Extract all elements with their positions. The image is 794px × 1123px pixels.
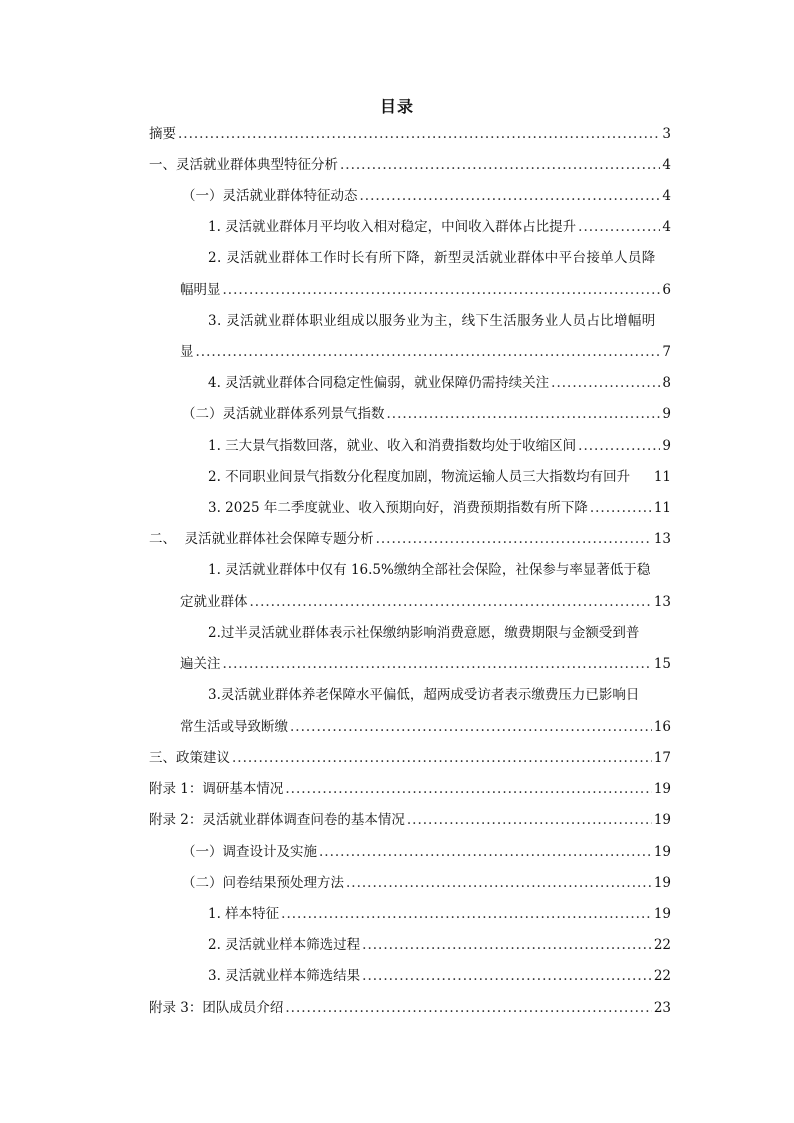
toc-entry-page: 4 [662,219,671,235]
toc-entry[interactable] [182,187,671,205]
toc-entry-page: 23 [653,1000,671,1016]
toc-entry[interactable] [182,874,671,892]
toc-entry-page: 19 [653,844,671,860]
toc-entry-text: 附录 2：灵活就业群体调查问卷的基本情况 [149,812,405,828]
toc-leader-dots [281,905,652,923]
toc-entry[interactable] [149,530,671,548]
toc-entry[interactable] [208,218,671,236]
toc-entry[interactable] [149,780,671,798]
toc-entry-page: 7 [662,344,671,360]
toc-leader-dots [362,936,652,954]
toc-entry-text: 三、政策建议 [149,750,230,766]
toc-entry-page: 19 [653,781,671,797]
toc-entry-page: 4 [662,157,671,173]
toc-leader-dots [360,187,661,205]
toc-leader-dots [196,343,661,361]
toc-leader-dots [387,405,661,423]
toc-entry[interactable] [208,905,671,923]
toc-entry[interactable] [208,967,671,985]
toc-entry-text: 3. 2025 年二季度就业、收入预期向好，消费预期指数有所下降 [208,500,588,516]
toc-entry-page: 11 [653,500,671,516]
toc-entry-page: 17 [653,750,671,766]
toc-entry-text: （一）调查设计及实施 [182,844,317,860]
toc-leader-dots [290,718,652,736]
toc-entry-text: （二）灵活就业群体系列景气指数 [182,406,385,422]
toc-entry[interactable] [208,374,671,392]
toc-leader-dots [578,218,660,236]
toc-entry[interactable] [149,749,671,767]
toc-entry-text: 3. 灵活就业样本筛选结果 [208,968,361,984]
toc-entry-page: 3 [662,126,671,142]
toc-entry-page: 15 [653,656,671,672]
toc-entry[interactable] [208,499,671,517]
toc-leader-dots [590,499,652,517]
toc-leader-dots [250,593,652,611]
toc-entry[interactable] [149,156,671,174]
toc-entry-page: 6 [662,282,671,298]
toc-entry-first-line[interactable]: 3. 灵活就业群体职业组成以服务业为主，线下生活服务业人员占比增幅明 [208,313,656,329]
toc-leader-dots [376,530,652,548]
toc-leader-dots [178,125,660,143]
toc-entry[interactable] [180,343,671,361]
toc-entry-text: 常生活或导致断缴 [180,719,288,735]
toc-leader-dots [285,780,651,798]
toc-entry[interactable] [180,655,671,673]
toc-entry-page: 22 [653,968,671,984]
toc-entry-page: 19 [653,812,671,828]
toc-entry-text: 遍关注 [180,656,221,672]
toc-entry[interactable] [182,843,671,861]
toc-leader-dots [223,655,652,673]
toc-entry-page: 13 [653,594,671,610]
toc-leader-dots [578,437,660,455]
toc-entry-page: 19 [653,906,671,922]
toc-entry-text: 2. 灵活就业样本筛选过程 [208,937,361,953]
toc-entry-text: 2. 不同职业间景气指数分化程度加剧，物流运输人员三大指数均有回升 [208,469,631,485]
toc-entry-page: 9 [662,406,671,422]
toc-entry-page: 16 [653,719,671,735]
toc-leader-dots [346,874,652,892]
toc-entry[interactable] [208,468,671,486]
toc-entry-text: 1. 样本特征 [208,906,280,922]
toc-entry-page: 13 [653,531,671,547]
toc-entry[interactable] [149,999,671,1017]
toc-leader-dots [551,374,660,392]
toc-entry[interactable] [180,281,671,299]
toc-entry[interactable] [180,593,671,611]
toc-leader-dots [407,811,652,829]
toc-entry-page: 11 [653,469,671,485]
toc-entry-first-line[interactable]: 3.灵活就业群体养老保障水平偏低，超两成受访者表示缴费压力已影响日 [208,687,640,703]
toc-entry-page: 19 [653,875,671,891]
toc-entry-text: 一、灵活就业群体典型特征分析 [149,157,338,173]
toc-entry-text: 幅明显 [180,282,221,298]
toc-title: 目录 [379,97,414,116]
toc-entry-first-line[interactable]: 1. 灵活就业群体中仅有 16.5%缴纳全部社会保险，社保参与率显著低于稳 [208,562,651,578]
toc-leader-dots [223,281,661,299]
toc-entry-page: 4 [662,188,671,204]
toc-entry-text: （一）灵活就业群体特征动态 [182,188,358,204]
toc-leader-dots [319,843,652,861]
toc-entry[interactable] [208,437,671,455]
toc-entry-first-line[interactable]: 2. 灵活就业群体工作时长有所下降，新型灵活就业群体中平台接单人员降 [208,250,656,266]
toc-entry-page: 22 [653,937,671,953]
toc-entry[interactable] [182,405,671,423]
toc-entry-text: 附录 1：调研基本情况 [149,781,284,797]
toc-entry-page: 9 [662,438,671,454]
toc-leader-dots [362,967,652,985]
toc-entry-text: 二、 灵活就业群体社会保障专题分析 [149,531,374,547]
toc-entry-text: 1. 三大景气指数回落，就业、收入和消费指数均处于收缩区间 [208,438,577,454]
toc-entry[interactable] [180,718,671,736]
toc-entry[interactable] [149,811,671,829]
toc-entry[interactable] [149,125,671,143]
toc-entry[interactable] [208,936,671,954]
toc-entry-text: 摘要 [149,126,176,142]
toc-leader-dots [285,999,651,1017]
toc-entry-text: 1. 灵活就业群体月平均收入相对稳定，中间收入群体占比提升 [208,219,577,235]
toc-leader-dots [232,749,652,767]
toc-entry-text: 附录 3：团队成员介绍 [149,1000,284,1016]
toc-leader-dots [340,156,660,174]
toc-entry-text: 4. 灵活就业群体合同稳定性偏弱，就业保障仍需持续关注 [208,375,550,391]
toc-entry-text: 定就业群体 [180,594,248,610]
toc-entry-text: 显 [180,344,194,360]
toc-entry-first-line[interactable]: 2.过半灵活就业群体表示社保缴纳影响消费意愿，缴费期限与金额受到普 [208,625,640,641]
toc-entry-page: 8 [662,375,671,391]
toc-entry-text: （二）问卷结果预处理方法 [182,875,344,891]
